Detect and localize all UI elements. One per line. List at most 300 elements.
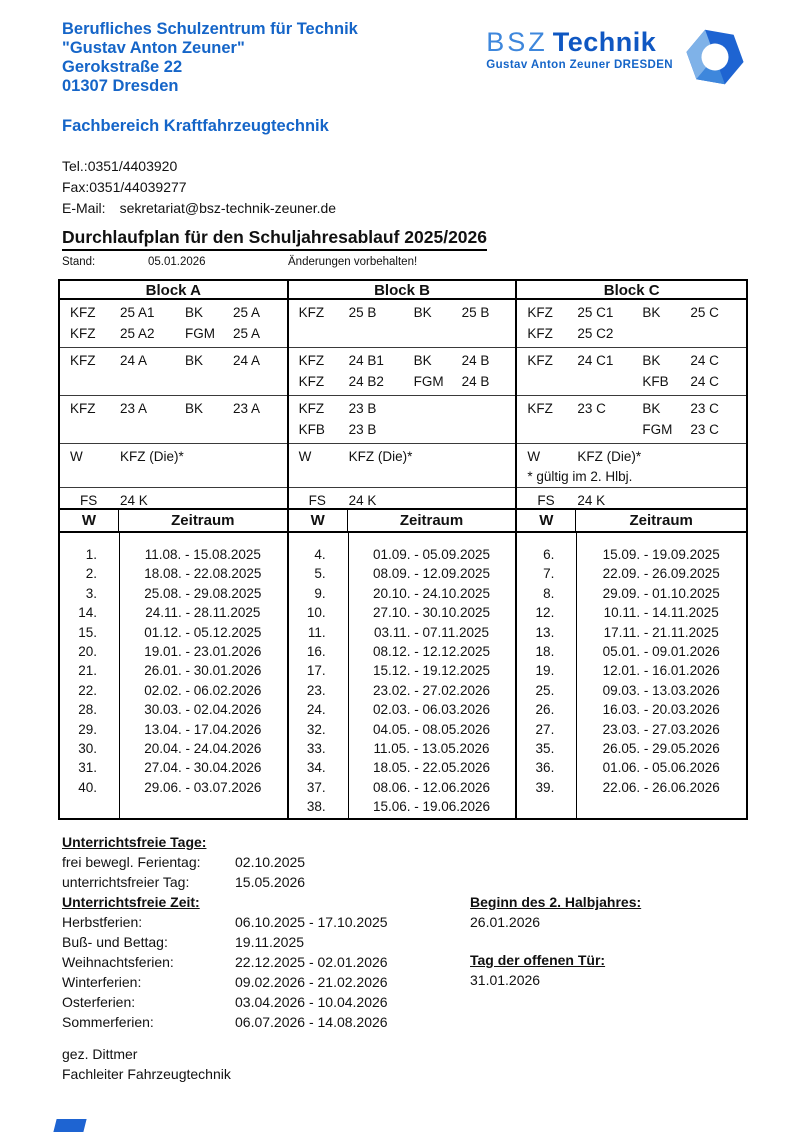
logo-subtitle: Gustav Anton Zeuner DRESDEN xyxy=(486,59,673,71)
week-number: 24. xyxy=(306,702,326,718)
stand-date: 05.01.2026 xyxy=(148,256,206,268)
page-corner-mark xyxy=(53,1119,86,1132)
week-row xyxy=(517,720,746,739)
class-cell: BK xyxy=(185,305,204,320)
holiday-item xyxy=(62,852,748,872)
week-number: 21. xyxy=(78,663,97,679)
week-range: 23.03. - 27.03.2026 xyxy=(602,721,720,737)
free-time-title: Unterrichtsfreie Zeit: xyxy=(62,894,200,910)
week-number: 22. xyxy=(78,682,97,698)
class-line xyxy=(289,446,516,467)
holiday-item xyxy=(62,972,748,992)
week-range: 19.01. - 23.01.2026 xyxy=(144,643,262,659)
class-cell: BK xyxy=(642,353,661,368)
week-row xyxy=(517,681,746,700)
class-cell: KFZ xyxy=(298,374,325,389)
class-cell: KFZ xyxy=(527,305,553,320)
class-cell xyxy=(233,490,287,511)
holiday-label: unterrichtsfreier Tag: xyxy=(62,874,190,890)
week-range: 15.12. - 19.12.2025 xyxy=(372,663,491,679)
class-line xyxy=(289,371,516,392)
class-line xyxy=(60,446,287,467)
week-number: 17. xyxy=(306,663,326,679)
school-address-line: Berufliches Schulzentrum für Technik xyxy=(62,20,358,38)
week-row xyxy=(517,642,746,661)
holiday-label: Weihnachtsferien: xyxy=(62,954,174,970)
class-cell xyxy=(577,371,642,392)
week-list xyxy=(60,533,287,818)
class-cell xyxy=(690,446,746,467)
block-column-B xyxy=(289,281,518,818)
class-line xyxy=(60,302,287,323)
class-cell xyxy=(233,446,287,467)
class-row-group xyxy=(517,487,746,508)
logo-technik-text: Technik xyxy=(552,27,657,57)
week-row xyxy=(289,564,516,583)
class-cell: KFB xyxy=(298,422,325,437)
week-number: 6. xyxy=(543,547,555,562)
class-row-group xyxy=(60,487,287,508)
week-row xyxy=(517,584,746,603)
week-number: 38. xyxy=(306,799,326,815)
week-row xyxy=(289,758,516,777)
week-header xyxy=(289,508,516,533)
open-door-date: 31.01.2026 xyxy=(470,972,541,988)
holiday-item xyxy=(62,912,748,932)
class-cell: KFZ xyxy=(70,353,96,368)
class-cell xyxy=(527,371,577,392)
holiday-value: 02.10.2025 xyxy=(235,854,306,870)
holiday-item xyxy=(62,1012,748,1032)
week-range: 20.10. - 24.10.2025 xyxy=(372,585,491,601)
week-range: 27.10. - 30.10.2025 xyxy=(372,605,491,621)
week-row xyxy=(289,797,516,816)
week-row xyxy=(517,545,746,564)
contact-label: Tel.: xyxy=(62,158,88,174)
class-line xyxy=(289,490,516,511)
class-row-group xyxy=(517,443,746,487)
week-list xyxy=(517,533,746,818)
class-line xyxy=(517,446,746,467)
block-column-A xyxy=(60,281,289,818)
class-cell: KFZ xyxy=(70,326,96,341)
week-range: 24.11. - 28.11.2025 xyxy=(145,605,261,621)
bottom-right xyxy=(470,892,641,990)
holiday-label: frei bewegl. Ferientag: xyxy=(62,854,201,870)
class-cell: 23 B xyxy=(348,422,377,437)
contact-value: 0351/4403920 xyxy=(87,158,178,174)
holiday-item xyxy=(62,952,748,972)
class-cell: FGM xyxy=(185,326,215,341)
class-line xyxy=(517,398,746,419)
class-row-group xyxy=(60,300,287,347)
week-number: 27. xyxy=(535,721,555,737)
holiday-value: 06.10.2025 - 17.10.2025 xyxy=(235,914,388,930)
week-row xyxy=(289,603,516,622)
class-cell: KFZ xyxy=(70,305,96,320)
week-row xyxy=(517,661,746,680)
page-title: Durchlaufplan für den Schuljahresablauf 2025/2026 xyxy=(62,227,487,251)
week-row xyxy=(289,661,516,680)
week-col-header: W xyxy=(517,510,576,531)
bottom-left xyxy=(62,832,748,1032)
week-row xyxy=(60,720,287,739)
week-range: 15.06. - 19.06.2026 xyxy=(372,799,491,815)
week-col-header: W xyxy=(60,510,119,531)
week-number: 35. xyxy=(535,740,555,756)
class-cell: 25 B xyxy=(348,305,377,320)
week-range: 18.05. - 22.05.2026 xyxy=(372,760,491,776)
week-range: 20.04. - 24.04.2026 xyxy=(144,740,262,756)
week-row xyxy=(517,564,746,583)
holiday-label: Herbstferien: xyxy=(62,914,143,930)
week-row xyxy=(289,681,516,700)
class-row-group xyxy=(60,347,287,395)
class-cell: FS xyxy=(308,493,326,508)
class-cell: 24 B xyxy=(461,374,490,389)
class-cell: KFZ xyxy=(527,353,553,368)
week-number: 30. xyxy=(78,740,97,756)
contact-label: Fax: xyxy=(62,179,90,195)
class-cell xyxy=(642,490,690,511)
holiday-label: Sommerferien: xyxy=(62,1014,154,1030)
hexagon-nut-icon xyxy=(682,28,748,91)
class-cell xyxy=(462,398,516,419)
class-cell: 24 K xyxy=(120,493,148,508)
zeitraum-col-header: Zeitraum xyxy=(629,512,693,529)
class-cell: 25 C2 xyxy=(577,326,614,341)
week-number: 39. xyxy=(535,779,555,795)
school-address xyxy=(62,20,358,96)
class-cell: KFZ xyxy=(298,305,325,320)
class-cell: 24 K xyxy=(348,493,377,508)
class-cell: 25 A2 xyxy=(120,326,155,341)
class-cell xyxy=(414,419,462,440)
week-range: 13.04. - 17.04.2026 xyxy=(144,721,262,737)
week-row xyxy=(60,545,287,564)
week-row xyxy=(60,603,287,622)
class-cell: 25 C xyxy=(690,305,719,320)
week-row xyxy=(289,545,516,564)
open-door-title: Tag der offenen Tür: xyxy=(470,952,606,968)
week-number: 1. xyxy=(85,547,97,562)
free-days-list xyxy=(62,852,748,892)
class-cell: 24 B1 xyxy=(348,353,384,368)
signature-line: Fachleiter Fahrzeugtechnik xyxy=(62,1066,231,1082)
week-number: 18. xyxy=(535,643,555,659)
week-row xyxy=(60,661,287,680)
holiday-value: 09.02.2026 - 21.02.2026 xyxy=(235,974,388,990)
class-line xyxy=(60,323,287,344)
week-row xyxy=(60,584,287,603)
signature-block xyxy=(62,1044,748,1084)
week-range: 08.09. - 12.09.2025 xyxy=(372,566,491,582)
class-cell: 25 A xyxy=(233,305,261,320)
week-range: 01.06. - 05.06.2026 xyxy=(602,760,720,776)
week-range: 15.09. - 19.09.2025 xyxy=(602,547,720,562)
holiday-label: Winterferien: xyxy=(62,974,142,990)
class-line xyxy=(517,302,746,323)
week-number: 5. xyxy=(314,566,326,582)
week-col-header: W xyxy=(289,510,348,531)
week-row xyxy=(60,778,287,797)
week-header xyxy=(517,508,746,533)
class-row-group xyxy=(60,395,287,443)
week-number: 29. xyxy=(78,721,97,737)
contact-row xyxy=(62,156,748,177)
logo-name xyxy=(486,28,656,57)
class-cell: KFZ xyxy=(527,401,553,416)
class-row-group xyxy=(289,443,516,487)
class-cell: 23 A xyxy=(233,401,261,416)
week-range: 05.01. - 09.01.2026 xyxy=(602,643,720,659)
week-number: 33. xyxy=(306,740,326,756)
holiday-value: 22.12.2025 - 02.01.2026 xyxy=(235,954,388,970)
week-range: 26.01. - 30.01.2026 xyxy=(144,663,262,679)
logo-text xyxy=(486,28,673,71)
class-cell: 24 B2 xyxy=(348,374,384,389)
week-range: 10.11. - 14.11.2025 xyxy=(603,605,719,621)
class-cell xyxy=(642,323,690,344)
stand-row xyxy=(62,255,748,269)
class-cell: BK xyxy=(185,353,204,368)
week-number: 37. xyxy=(306,779,326,795)
class-row-group xyxy=(60,443,287,487)
class-cell: KFZ xyxy=(70,401,96,416)
class-cell: 24 C xyxy=(690,353,719,368)
class-cell: 23 A xyxy=(120,401,148,416)
class-cell xyxy=(414,490,462,511)
week-range: 29.06. - 03.07.2026 xyxy=(144,779,262,795)
week-range: 29.09. - 01.10.2025 xyxy=(602,585,720,601)
class-cell: 23 B xyxy=(348,401,377,416)
holiday-item xyxy=(62,872,748,892)
school-address-line: Gerokstraße 22 xyxy=(62,58,183,76)
week-row xyxy=(289,720,516,739)
second-half-title: Beginn des 2. Halbjahres: xyxy=(470,894,642,910)
class-cell xyxy=(462,446,516,467)
class-cell xyxy=(414,446,462,467)
week-row xyxy=(60,758,287,777)
class-cell: W xyxy=(70,449,83,464)
week-row xyxy=(289,584,516,603)
class-cell: BK xyxy=(642,305,661,320)
week-row xyxy=(60,700,287,719)
free-time-list xyxy=(62,912,748,1032)
class-line xyxy=(60,350,287,371)
week-range: 30.03. - 02.04.2026 xyxy=(144,702,262,718)
week-number: 15. xyxy=(78,624,97,640)
week-range: 01.09. - 05.09.2025 xyxy=(372,547,491,562)
week-number: 20. xyxy=(78,643,97,659)
week-number: 28. xyxy=(78,702,97,718)
week-row xyxy=(289,700,516,719)
class-cell: FS xyxy=(537,493,555,508)
class-cell xyxy=(462,419,516,440)
class-cell: 24 A xyxy=(233,353,261,368)
contact-row xyxy=(62,198,748,219)
class-cell: BK xyxy=(185,401,204,416)
week-range: 26.05. - 29.05.2026 xyxy=(602,740,720,756)
week-range: 01.12. - 05.12.2025 xyxy=(144,624,262,640)
second-half-date: 26.01.2026 xyxy=(470,914,541,930)
class-cell xyxy=(577,419,642,440)
week-range: 08.06. - 12.06.2026 xyxy=(372,779,491,795)
class-cell: 25 B xyxy=(461,305,490,320)
week-number: 16. xyxy=(306,643,326,659)
week-range: 16.03. - 20.03.2026 xyxy=(602,702,720,718)
class-line xyxy=(60,398,287,419)
stand-note: Änderungen vorbehalten! xyxy=(288,256,418,268)
class-cell xyxy=(690,323,746,344)
class-cell: FGM xyxy=(413,374,444,389)
week-number: 12. xyxy=(535,605,555,621)
class-cell: BK xyxy=(642,401,661,416)
week-number: 25. xyxy=(535,682,555,698)
class-cell: KFZ (Die)* xyxy=(577,449,642,464)
class-cell: 23 C xyxy=(690,422,719,437)
week-row xyxy=(60,642,287,661)
week-list xyxy=(289,533,516,818)
week-row xyxy=(517,778,746,797)
week-range: 02.02. - 06.02.2026 xyxy=(144,682,262,698)
class-cell: 24 C1 xyxy=(577,353,614,368)
class-cell: BK xyxy=(413,353,432,368)
week-range: 08.12. - 12.12.2025 xyxy=(372,643,491,659)
week-range: 11.05. - 13.05.2026 xyxy=(373,740,490,756)
school-address-line: "Gustav Anton Zeuner" xyxy=(62,39,245,57)
week-number: 11. xyxy=(307,624,326,640)
zeitraum-col-header: Zeitraum xyxy=(171,512,235,529)
class-cell: BK xyxy=(413,305,432,320)
school-address-line: 01307 Dresden xyxy=(62,77,179,95)
class-line xyxy=(517,323,746,344)
week-header xyxy=(60,508,287,533)
class-cell: 24 A xyxy=(120,353,148,368)
week-number: 3. xyxy=(85,585,97,601)
school-info xyxy=(62,20,358,136)
week-number: 34. xyxy=(306,760,326,776)
holiday-value: 06.07.2026 - 14.08.2026 xyxy=(235,1014,388,1030)
class-cell: KFB xyxy=(642,374,669,389)
class-cell: 25 A1 xyxy=(120,305,155,320)
class-cell: 23 C xyxy=(690,401,719,416)
week-range: 23.02. - 27.02.2026 xyxy=(372,682,491,698)
class-cell: W xyxy=(527,449,541,464)
class-row-group xyxy=(517,347,746,395)
class-row-group xyxy=(289,300,516,347)
week-number: 7. xyxy=(543,566,555,582)
class-cell xyxy=(642,446,690,467)
week-range: 04.05. - 08.05.2026 xyxy=(372,721,491,737)
week-number: 19. xyxy=(535,663,555,679)
block-header: Block A xyxy=(60,281,287,300)
class-line xyxy=(289,302,516,323)
class-line xyxy=(517,371,746,392)
class-cell: KFZ (Die)* xyxy=(348,449,413,464)
week-number: 36. xyxy=(535,760,555,776)
week-range: 17.11. - 21.11.2025 xyxy=(603,624,719,640)
week-number: 13. xyxy=(535,624,555,640)
contact-row xyxy=(62,177,748,198)
class-cell: 24 K xyxy=(577,493,606,508)
class-cell xyxy=(185,490,233,511)
department-title: Fachbereich Kraftfahrzeugtechnik xyxy=(62,117,329,135)
class-cell xyxy=(414,398,462,419)
class-cell: 23 C xyxy=(577,401,606,416)
block-column-C xyxy=(517,281,746,818)
class-cell: 24 C xyxy=(690,374,719,389)
class-cell: FGM xyxy=(642,422,673,437)
week-row xyxy=(517,623,746,642)
class-line xyxy=(517,419,746,440)
week-row xyxy=(289,642,516,661)
week-range: 12.01. - 16.01.2026 xyxy=(602,663,720,679)
week-row xyxy=(60,623,287,642)
holiday-item xyxy=(62,992,748,1012)
signature-line: gez. Dittmer xyxy=(62,1046,138,1062)
week-row xyxy=(289,778,516,797)
week-number: 31. xyxy=(78,760,97,776)
zeitraum-col-header: Zeitraum xyxy=(399,512,464,529)
week-row xyxy=(289,739,516,758)
class-cell: FS xyxy=(80,493,98,508)
class-row-group xyxy=(289,395,516,443)
block-table xyxy=(58,279,748,820)
week-row xyxy=(289,623,516,642)
page-header xyxy=(62,20,748,136)
contact-value: sekretariat@bsz-technik-zeuner.de xyxy=(119,200,337,216)
class-cell: 25 A xyxy=(233,326,261,341)
week-row xyxy=(517,603,746,622)
class-cell: KFZ xyxy=(298,353,325,368)
holiday-value: 03.04.2026 - 10.04.2026 xyxy=(235,994,388,1010)
holiday-label: Buß- und Bettag: xyxy=(62,934,168,950)
week-number: 9. xyxy=(314,585,326,601)
class-cell: KFZ (Die)* xyxy=(120,449,184,464)
week-range: 25.08. - 29.08.2025 xyxy=(144,585,262,601)
class-cell: KFZ xyxy=(298,401,325,416)
stand-label: Stand: xyxy=(62,256,96,268)
week-range: 22.06. - 26.06.2026 xyxy=(602,779,720,795)
week-range: 09.03. - 13.03.2026 xyxy=(602,682,720,698)
class-line xyxy=(289,398,516,419)
holiday-value: 19.11.2025 xyxy=(235,934,305,950)
class-row-group xyxy=(517,300,746,347)
class-cell xyxy=(527,419,577,440)
week-number: 23. xyxy=(306,682,326,698)
block-header: Block C xyxy=(517,281,746,300)
week-number: 2. xyxy=(85,566,97,582)
class-cell xyxy=(690,490,746,511)
class-row-group xyxy=(289,487,516,508)
class-row-group xyxy=(517,395,746,443)
class-cell: 25 C1 xyxy=(577,305,614,320)
week-row xyxy=(60,681,287,700)
week-range: 27.04. - 30.04.2026 xyxy=(144,760,262,776)
week-range: 02.03. - 06.03.2026 xyxy=(372,702,491,718)
week-number: 40. xyxy=(78,779,97,795)
bottom-section xyxy=(62,832,748,1038)
week-number: 10. xyxy=(306,605,326,621)
week-number: 8. xyxy=(543,585,555,601)
holiday-value: 15.05.2026 xyxy=(235,874,306,890)
week-number: 26. xyxy=(535,702,555,718)
class-row-group xyxy=(289,347,516,395)
class-cell xyxy=(462,490,516,511)
week-row xyxy=(517,758,746,777)
week-row xyxy=(60,564,287,583)
